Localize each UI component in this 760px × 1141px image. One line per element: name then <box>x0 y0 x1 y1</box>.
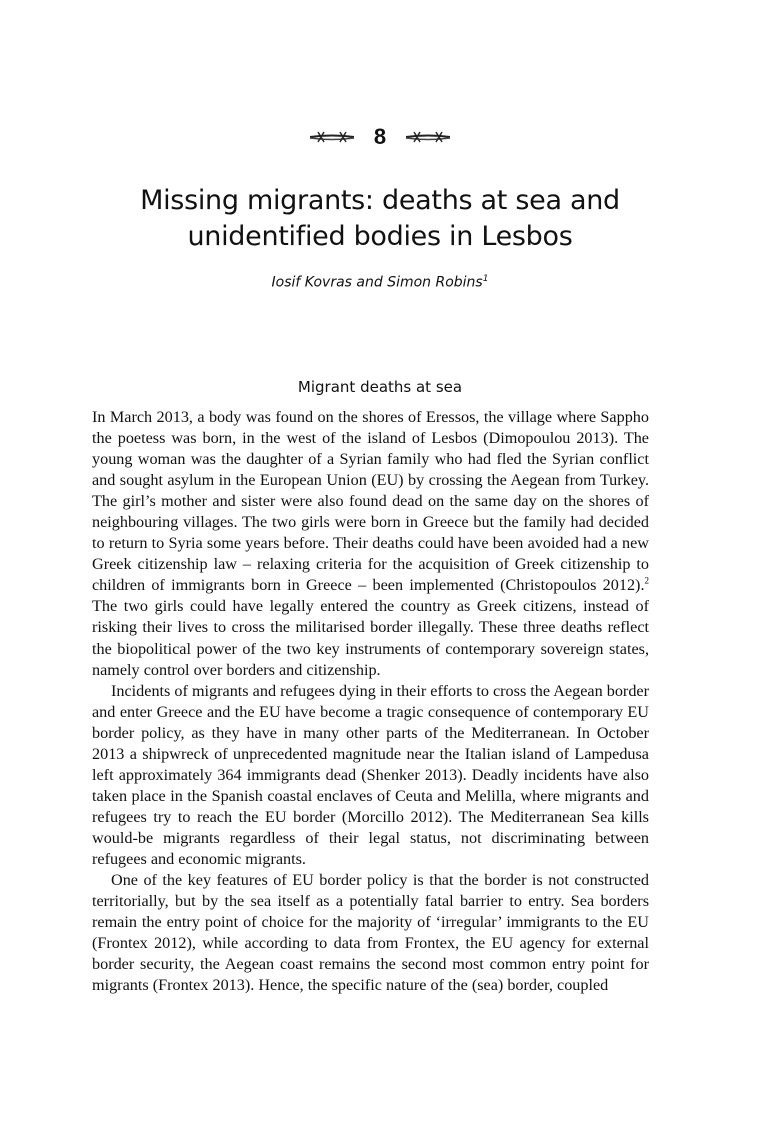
paragraph-1-text-b: The two girls could have legally entered the country as Greek citizens, instead of risking their lives to cross the militarised border illegally. These three deaths reflect the biopolitical power of the two key instruments of contemporary sovereign states, namely control over borders and citizenship. <box>92 597 649 679</box>
paragraph-3: One of the key features of EU border policy is that the border is not constructed territorially, but by the sea itself as a potentially fatal barrier to entry. Sea borders remain the entry point of choice for the majority of ‘irregular’ immigrants to the EU (Frontex 2012), while according to data from Frontex, the EU agency for external border security, the Aegean coast remains the second most common entry point for migrants (Frontex 2013). Hence, the specific nature of the (sea) border, coupled <box>92 871 649 995</box>
body-text <box>92 407 649 996</box>
author-names: Iosif Kovras and Simon Robins <box>271 274 483 291</box>
chapter-header <box>0 124 760 150</box>
barbed-wire-ornament-left-icon <box>308 129 356 145</box>
chapter-title <box>0 183 760 255</box>
chapter-authors <box>0 274 760 291</box>
paragraph-2: Incidents of migrants and refugees dying in their efforts to cross the Aegean border and enter Greece and the EU have become a tragic consequence of contemporary EU border policy, as they have in many other parts of the Mediterranean. In October 2013 a shipwreck of unprecedented magnitude near the Italian island of Lampedusa left approximately 364 immigrants dead (Shenker 2013). Deadly incidents have also taken place in the Spanish coastal enclaves of Ceuta and Melilla, where migrants and refugees try to reach the EU border (Morcillo 2012). The Mediterranean Sea kills would-be migrants regardless of their legal status, not discriminating between refugees and economic migrants. <box>92 681 649 868</box>
footnote-marker-2[interactable]: 2 <box>644 575 649 586</box>
section-heading: Migrant deaths at sea <box>297 378 463 396</box>
paragraph-1-text-a: In March 2013, a body was found on the shores of Eressos, the village where Sappho the poetess was born, in the west of the island of Lesbos (Dimopoulou 2013). The young woman was the daughter of a Syrian family who had fled the Syrian conflict and sought asylum in the European Union (EU) by crossing the Aegean from Turkey. The girl’s mother and sister were also found dead on the same day on the shores of neighbouring villages. The two girls were born in Greece but the family had decided to return to Syria some years before. Their deaths could have been avoided had a new Greek citizenship law – relaxing criteria for the acquisition of Greek citizenship to children of immigrants born in Greece – been implemented (Christopoulos 2012). <box>92 408 649 595</box>
chapter-title-line-2: unidentified bodies in Lesbos <box>187 221 573 252</box>
author-footnote-marker[interactable]: 1 <box>482 274 489 284</box>
paragraph-1 <box>92 407 649 681</box>
barbed-wire-ornament-right-icon <box>404 129 452 145</box>
chapter-number: 8 <box>373 124 387 149</box>
chapter-title-line-1: Missing migrants: deaths at sea and <box>140 185 620 216</box>
